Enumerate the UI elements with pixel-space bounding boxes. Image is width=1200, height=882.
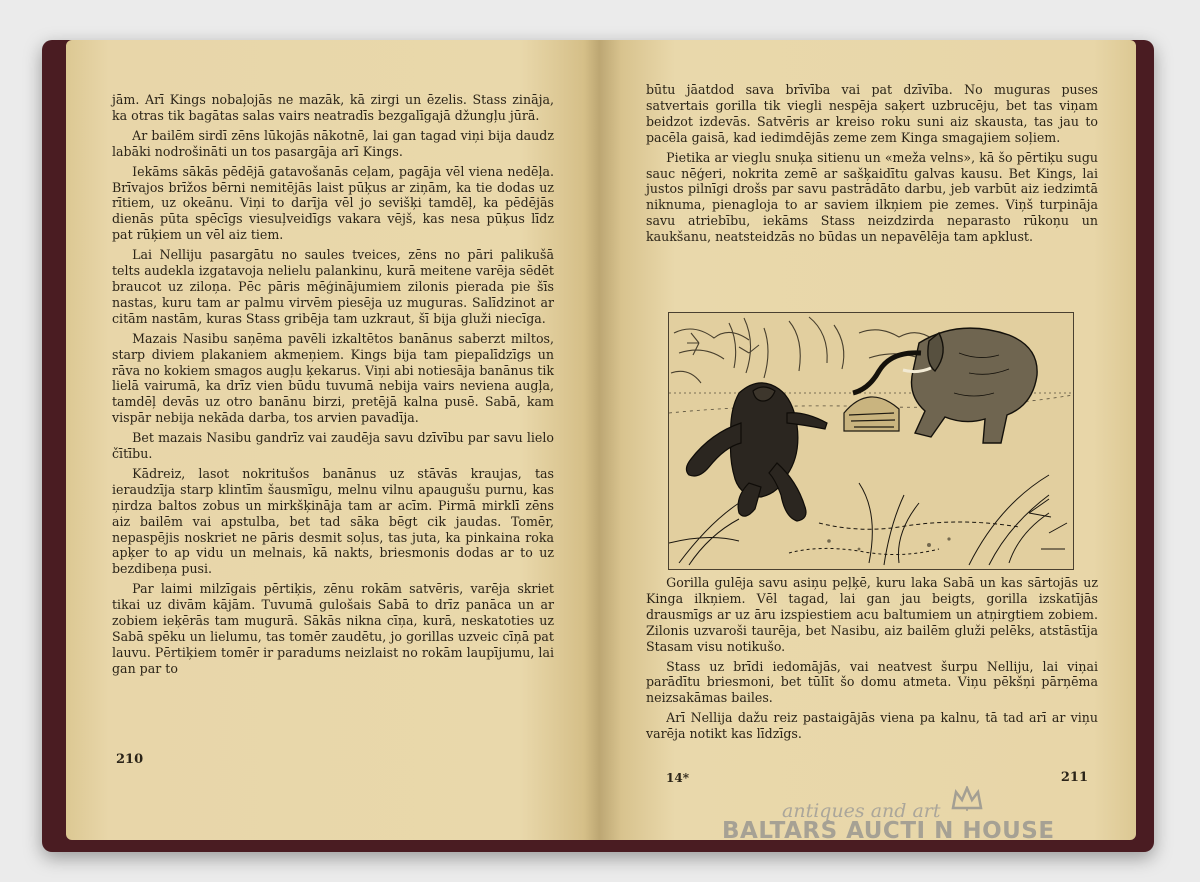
right-page-text-top [646, 82, 1098, 249]
paragraph: Bet mazais Nasibu gandrīz vai zaudēja savu dzīvību par savu lielo čītību. [112, 430, 554, 462]
left-page-text [112, 92, 554, 681]
right-page-text-bottom [646, 575, 1098, 746]
paragraph: Ar bailēm sirdī zēns lūkojās nākotnē, lai gan tagad viņi bija daudz labāki nodrošināti un tos pasargāja arī Kings. [112, 127, 554, 159]
page-number: 210 [116, 752, 144, 767]
paragraph: Pietika ar vieglu snuķa sitienu un «meža velns», kā šo pērtiķu sugu sauc nēģeri, nokrita zemē ar sašķaidītu galvas kausu. Bet Kings, lai justos pilnīgi drošs par savu pastrādāto darbu, jeb varbūt aiz iedzimtā niknuma, pienagloja to ar saviem ilkņiem pie zemes. Viņš turpināja savu atriebību, iekāms Stass neizdzirda neparasto rūkoņu un kaukšanu, neatsteidzās no būdas un nepavēlēja tam apklust. [646, 149, 1098, 245]
paragraph: Kādreiz, lasot nokritušos banānus uz stāvās kraujas, tas ieraudzīja starp klintīm šausmīgu, melnu vilnu apaugušu purnu, kas ņirdza baltos zobus un mirkšķināja tam ar acīm. Pirmā mirklī zēns aiz bailēm vai apstulba, bet tad sāka bēgt cik jaudas. Tomēr, nepaspējis noskriet ne pāris desmit soļus, tas juta, ka pinkaina roka apķer to ap vidu un melnais, kā nakts, briesmonis dodas ar to uz bezdibeņa pusi. [112, 465, 554, 577]
paragraph: jām. Arī Kings nobaļojās ne mazāk, kā zirgi un ēzelis. Stass zināja, ka otras tik bagātas salas vairs neatradīs bezgalīgajā džungļu jūrā. [112, 92, 554, 123]
crown-logo-icon [950, 786, 984, 814]
paragraph: Arī Nellija dažu reiz pastaigājās viena pa kalnu, tā tad arī ar viņu varēja notikt kas līdzīgs. [646, 710, 1098, 742]
paragraph: Gorilla gulēja savu asiņu peļķē, kuru laka Sabā un kas sārtojās uz Kinga ilkņiem. Vēl tagad, lai gan jau beigts, gorilla izskatījās drausmīgs ar uz āru izspiestiem acu baltumiem un atņirgtiem zobiem. Zilonis uzvaroši taurēja, bet Nasibu, aiz bailēm gluži pelēks, atstāstīja Stasam visu notikušo. [646, 575, 1098, 654]
left-page [66, 40, 600, 840]
illustration-drawing [669, 313, 1073, 569]
paragraph: Iekāms sākās pēdējā gatavošanās ceļam, pagāja vēl viena nedēļa. Brīvajos brīžos bērni nemitējās laist pūķus ar ziņām, ka tie dodas uz rītiem, uz okeānu. Viņi to darīja vēl jo sevišķi tamdēļ, ka pēdējās dienās pūta spēcīgs viesuļveidīgs vakara vējš, kas nesa pūķus līdz pat rūķiem un vēl aiz tiem. [112, 163, 554, 243]
watermark-tagline: antiques and art [782, 800, 941, 822]
paragraph: Lai Nelliju pasargātu no saules tveices, zēns no pāri palikušā telts audekla izgatavoja nelielu palankinu, kurā meitene varēja sēdēt braucot uz ziloņa. Pēc pāris mēģinājumiem zilonis pierada pie šīs nastas, kuru tam ar palmu virvēm piesēja uz muguras. Salīdzinot ar citām nastām, kuras Stass gribēja tam uzkraut, šī bija gluži niecīga. [112, 247, 554, 326]
paragraph: Mazais Nasibu saņēma pavēli izkaltētos banānus saberzt miltos, starp diviem plakaniem akmeņiem. Kings bija tam piepalīdzīgs un rāva no kokiem smagos augļu ķekarus. Viņi abi notiesāja banānus tik lielā vairumā, ka drīz vien būdu tuvumā nebija vairs neviena augļa, tamdēļ devās uz otro banānu birzi, pretējā kalna pusē. Sabā, kam vispār nebija nekāda darba, tos arvien pavadīja. [112, 330, 554, 426]
printer-signature-mark: 14* [666, 771, 689, 785]
paragraph: būtu jāatdod sava brīvība vai pat dzīvība. No muguras puses satvertais gorilla tik viegli nespēja saķert uzbrucēju, bet tas viņam beidzot izdevās. Satvēris ar kreiso roku suni aiz skausta, tas jau to pacēla gaisā, kad iedimdējās zeme zem Kinga smagajiem soļiem. [646, 82, 1098, 145]
gorilla-elephant-illustration [668, 312, 1074, 570]
paragraph: Stass uz brīdi iedomājās, vai neatvest šurpu Nelliju, lai viņai parādītu briesmoni, bet tūlīt šo domu atmeta. Viņu pēkšņi pārņēma neizsakāmas bailes. [646, 658, 1098, 706]
right-page [600, 40, 1136, 840]
paragraph: Par laimi milzīgais pērtiķis, zēnu rokām satvēris, varēja skriet tikai uz divām kājām. Tuvumā gulošais Sabā to drīz panāca un ar zobiem ieķērās tam mugurā. Sākās nikna cīņa, kurā, neskatoties uz Sabā spēku un lielumu, tas tomēr zaudētu, jo gorillas uzveic cīņā pat lauvu. Pērtiķiem tomēr ir paradums neizlaist no rokām laupījumu, lai gan par to [112, 581, 554, 676]
watermark-logo-text: BALTARS AUCTI N HOUSE [722, 818, 1055, 844]
page-number: 211 [1060, 770, 1088, 785]
